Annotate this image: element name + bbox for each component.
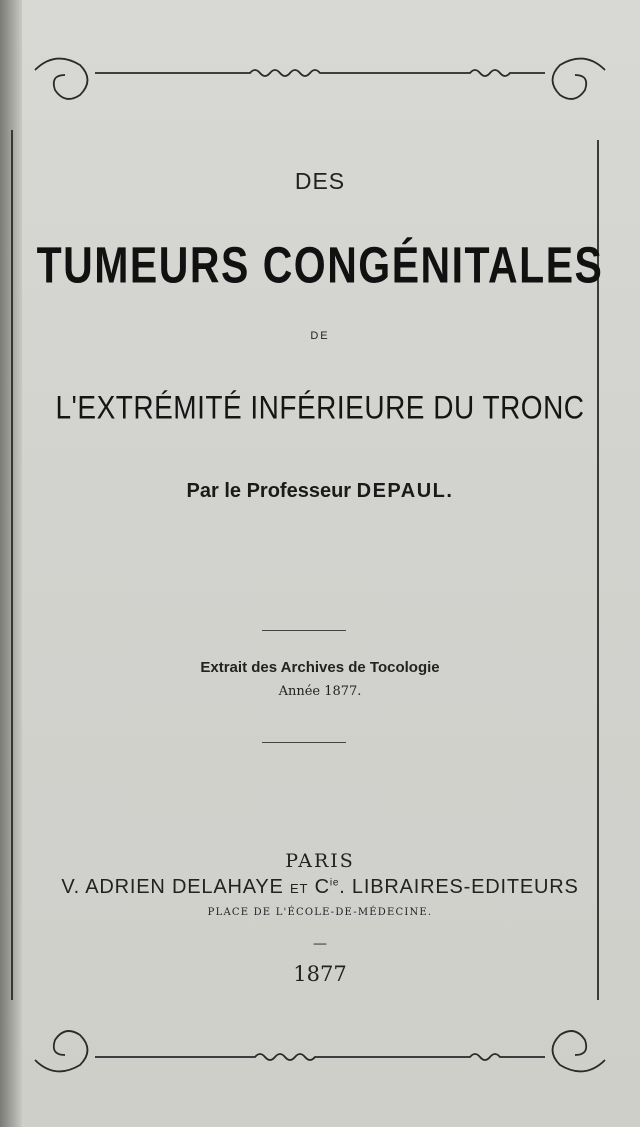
pre-title: DES xyxy=(294,168,346,194)
author-line xyxy=(0,480,640,503)
rule-upper xyxy=(262,630,346,631)
publisher-co: C xyxy=(314,876,330,898)
publisher-co-superscript: ie xyxy=(329,877,340,889)
author-prefix: Par le Professeur xyxy=(186,480,352,502)
publisher-main: V. ADRIEN DELAHAYE xyxy=(61,876,284,898)
date-dash: — xyxy=(313,936,327,952)
publisher-connector: ET xyxy=(290,881,309,896)
publisher-rest: . LIBRAIRES-EDITEURS xyxy=(339,876,579,898)
extract-year: Année 1877. xyxy=(278,684,362,699)
imprint-city: PARIS xyxy=(285,850,355,872)
publisher-line xyxy=(0,876,640,899)
title-connector: DE xyxy=(310,330,330,342)
publisher-address: PLACE DE L'ÉCOLE-DE-MÉDECINE. xyxy=(207,907,433,918)
main-title: TUMEURS CONGÉNITALES xyxy=(36,236,604,294)
extract-label: Extrait des Archives de Tocologie xyxy=(200,659,440,676)
publication-date: 1877 xyxy=(293,962,347,986)
rule-lower xyxy=(262,742,346,743)
author-name: DEPAUL. xyxy=(356,480,454,502)
subtitle: L'EXTRÉMITÉ INFÉRIEURE DU TRONC xyxy=(55,389,585,426)
